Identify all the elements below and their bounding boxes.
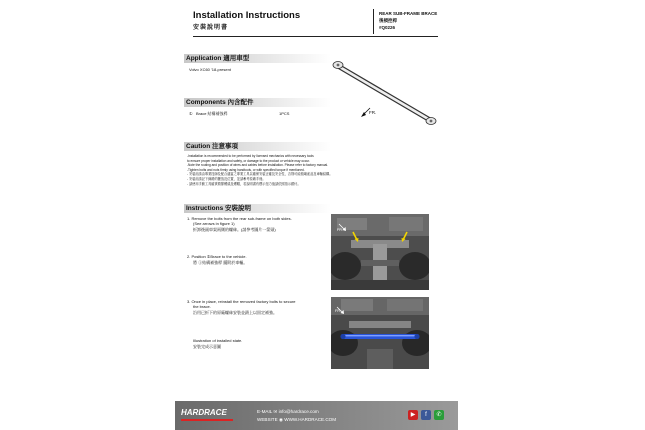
- part-number: #Q0226: [379, 25, 396, 30]
- header-rule: [193, 36, 438, 37]
- email-address[interactable]: info@hardrace.com: [278, 409, 319, 414]
- step-2-text: 2. Position ①Brace to the vehicle.: [187, 254, 247, 259]
- email-label: E-MAIL: [257, 409, 273, 414]
- step-1-note: (See arrows in figure 1): [193, 221, 235, 226]
- component-name: Brace 結構補強桿: [196, 111, 228, 116]
- page-title: Installation Instructions: [193, 10, 301, 21]
- header-divider: [373, 9, 374, 34]
- diagram-direction-label: FR.: [369, 110, 377, 115]
- underside-photo-before: [331, 214, 429, 290]
- caution-line: - 請使用手動工具確實鎖緊螺絲及螺帽，若說明書有標示扭力值請依照指示鎖付。: [187, 181, 301, 186]
- illustration-caption-zh: 安裝完成示意圖: [193, 344, 221, 349]
- brand-accent-bar: [181, 419, 233, 421]
- website-label: WEBSITE: [257, 417, 278, 422]
- globe-icon: ◉: [278, 417, 283, 422]
- footer-website: [257, 417, 336, 423]
- step-1-text-zh: 折卸後副車架兩側的螺絲。(請參考圖片一箭頭): [193, 227, 276, 232]
- brace-diagram: [330, 56, 445, 136]
- component-index: ①: [189, 111, 193, 116]
- components-heading: Components 內含配件: [184, 98, 331, 107]
- caution-line: - 安裝前請記下線路的擺放及位置，並請參考原廠手冊。: [187, 177, 266, 181]
- photo-direction-label: FR.: [335, 309, 341, 313]
- email-icon: ✉: [273, 409, 278, 414]
- caution-line: -Installation is recommended to be performed by licensed mechanics with necessary tools: [187, 154, 314, 158]
- brand-logo: HARDRACE: [181, 408, 227, 417]
- youtube-icon[interactable]: ▶: [408, 410, 418, 420]
- caution-line: -Note the routing and position of wires and cables before installation. Please refer to factory manual.: [187, 163, 329, 168]
- step-1-text: 1. Remove the bolts from the rear sub-frame on both sides.: [187, 216, 292, 221]
- facebook-icon[interactable]: f: [421, 410, 431, 420]
- step-3-text: 3. Once in place, reinstall the removed factory bolts to secure: [187, 299, 296, 304]
- instructions-heading: Instructions 安裝說明: [184, 204, 331, 213]
- wechat-icon[interactable]: ✆: [434, 410, 444, 420]
- caution-line: -Tighten bolts and nuts firmly using handtools, or with specified torque if mentioned.: [187, 167, 305, 172]
- underside-photo-installed: [331, 297, 429, 369]
- footer-bar: [175, 401, 458, 430]
- step-3-text-zh: 沿用已折下的原廠螺絲安裝並鎖上以固定補強。: [193, 310, 277, 315]
- caution-heading: Caution 注意事項: [184, 142, 331, 151]
- page-title-zh: 安裝說明書: [193, 25, 229, 31]
- step-3-text-cont: the brace.: [193, 304, 211, 309]
- caution-line: - 安裝前請由專業技師及配合適當之專業工具以確保安裝正確及安全性，否則可能損壞產品及車輛結構。: [187, 172, 333, 177]
- vehicle-fitment: Volvo XC60 '18-present: [189, 67, 231, 72]
- instruction-sheet: [175, 0, 458, 430]
- application-heading: Application 適用車型: [184, 54, 331, 63]
- website-url[interactable]: WWW.HARDRACE.COM: [284, 417, 337, 422]
- footer-email: [257, 409, 319, 415]
- product-name: REAR SUB-FRAME BRACE: [379, 11, 438, 16]
- product-name-zh: 後槓控桿: [379, 18, 397, 23]
- component-qty: 1PCS: [279, 111, 290, 116]
- illustration-caption: Illustration of installed state.: [193, 338, 243, 343]
- photo-direction-label: FR.: [337, 228, 343, 232]
- caution-line: to ensure proper installation and safety, or damage to the product or vehicle may occur.: [187, 158, 310, 163]
- step-2-text-zh: 將 ①結構補強桿 擺附於車輛。: [193, 260, 248, 265]
